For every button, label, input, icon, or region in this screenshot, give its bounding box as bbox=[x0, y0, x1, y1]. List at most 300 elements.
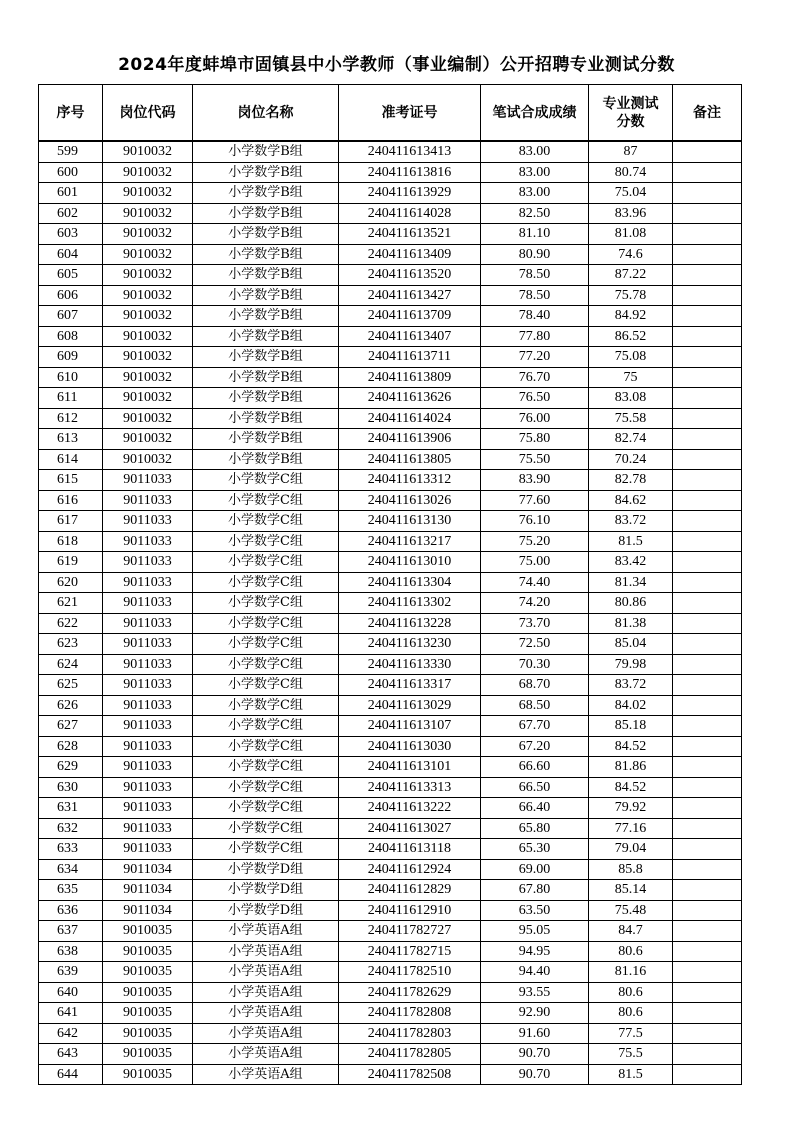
table-row bbox=[39, 572, 742, 593]
cell-written-score: 94.40 bbox=[481, 962, 589, 983]
cell-written-score: 80.90 bbox=[481, 244, 589, 265]
cell-written-score: 76.10 bbox=[481, 511, 589, 532]
cell-remarks bbox=[673, 839, 742, 860]
cell-seq: 609 bbox=[39, 347, 103, 368]
cell-position-name: 小学数学B组 bbox=[193, 141, 339, 162]
cell-ticket-no: 240411613809 bbox=[339, 367, 481, 388]
cell-seq: 640 bbox=[39, 982, 103, 1003]
cell-seq: 600 bbox=[39, 162, 103, 183]
cell-ticket-no: 240411613101 bbox=[339, 757, 481, 778]
cell-remarks bbox=[673, 285, 742, 306]
cell-ticket-no: 240411782805 bbox=[339, 1044, 481, 1065]
cell-remarks bbox=[673, 224, 742, 245]
table-row bbox=[39, 962, 742, 983]
cell-written-score: 77.80 bbox=[481, 326, 589, 347]
cell-written-score: 66.40 bbox=[481, 798, 589, 819]
cell-remarks bbox=[673, 695, 742, 716]
table-row bbox=[39, 921, 742, 942]
cell-ticket-no: 240411613030 bbox=[339, 736, 481, 757]
cell-seq: 608 bbox=[39, 326, 103, 347]
cell-position-name: 小学数学C组 bbox=[193, 695, 339, 716]
cell-seq: 604 bbox=[39, 244, 103, 265]
cell-ticket-no: 240411612910 bbox=[339, 900, 481, 921]
cell-written-score: 75.50 bbox=[481, 449, 589, 470]
cell-seq: 629 bbox=[39, 757, 103, 778]
cell-written-score: 65.80 bbox=[481, 818, 589, 839]
cell-position-name: 小学数学D组 bbox=[193, 859, 339, 880]
cell-test-score: 84.92 bbox=[589, 306, 673, 327]
cell-position-code: 9011033 bbox=[103, 634, 193, 655]
table-row bbox=[39, 880, 742, 901]
cell-remarks bbox=[673, 1023, 742, 1044]
cell-written-score: 68.50 bbox=[481, 695, 589, 716]
cell-seq: 624 bbox=[39, 654, 103, 675]
header-test-score-line1: 专业测试 bbox=[602, 95, 659, 112]
cell-position-code: 9010032 bbox=[103, 388, 193, 409]
cell-remarks bbox=[673, 982, 742, 1003]
cell-position-code: 9011033 bbox=[103, 593, 193, 614]
cell-remarks bbox=[673, 880, 742, 901]
cell-position-code: 9010035 bbox=[103, 982, 193, 1003]
cell-ticket-no: 240411613709 bbox=[339, 306, 481, 327]
cell-remarks bbox=[673, 141, 742, 162]
cell-seq: 623 bbox=[39, 634, 103, 655]
cell-position-code: 9010035 bbox=[103, 962, 193, 983]
table-row bbox=[39, 695, 742, 716]
cell-ticket-no: 240411613118 bbox=[339, 839, 481, 860]
cell-ticket-no: 240411613816 bbox=[339, 162, 481, 183]
cell-ticket-no: 240411613304 bbox=[339, 572, 481, 593]
cell-written-score: 67.20 bbox=[481, 736, 589, 757]
cell-test-score: 84.52 bbox=[589, 736, 673, 757]
table-row bbox=[39, 183, 742, 204]
cell-test-score: 83.08 bbox=[589, 388, 673, 409]
cell-position-name: 小学数学C组 bbox=[193, 593, 339, 614]
cell-seq: 602 bbox=[39, 203, 103, 224]
cell-ticket-no: 240411613427 bbox=[339, 285, 481, 306]
cell-remarks bbox=[673, 347, 742, 368]
cell-seq: 630 bbox=[39, 777, 103, 798]
cell-test-score: 75 bbox=[589, 367, 673, 388]
cell-written-score: 70.30 bbox=[481, 654, 589, 675]
table-row bbox=[39, 162, 742, 183]
cell-seq: 601 bbox=[39, 183, 103, 204]
cell-test-score: 81.86 bbox=[589, 757, 673, 778]
table-row bbox=[39, 736, 742, 757]
page-title: 2024年度蚌埠市固镇县中小学教师（事业编制）公开招聘专业测试分数 bbox=[118, 55, 675, 75]
cell-position-code: 9011034 bbox=[103, 900, 193, 921]
cell-position-code: 9011033 bbox=[103, 839, 193, 860]
header-position-code: 岗位代码 bbox=[103, 85, 193, 142]
cell-remarks bbox=[673, 593, 742, 614]
cell-test-score: 83.42 bbox=[589, 552, 673, 573]
cell-remarks bbox=[673, 962, 742, 983]
cell-seq: 637 bbox=[39, 921, 103, 942]
cell-written-score: 63.50 bbox=[481, 900, 589, 921]
cell-position-name: 小学数学B组 bbox=[193, 408, 339, 429]
cell-remarks bbox=[673, 490, 742, 511]
table-row bbox=[39, 654, 742, 675]
cell-remarks bbox=[673, 941, 742, 962]
cell-written-score: 82.50 bbox=[481, 203, 589, 224]
cell-remarks bbox=[673, 818, 742, 839]
cell-seq: 634 bbox=[39, 859, 103, 880]
cell-ticket-no: 240411613521 bbox=[339, 224, 481, 245]
cell-seq: 611 bbox=[39, 388, 103, 409]
cell-position-code: 9011033 bbox=[103, 470, 193, 491]
cell-position-name: 小学数学B组 bbox=[193, 162, 339, 183]
cell-written-score: 76.00 bbox=[481, 408, 589, 429]
table-row bbox=[39, 675, 742, 696]
cell-test-score: 74.6 bbox=[589, 244, 673, 265]
cell-seq: 617 bbox=[39, 511, 103, 532]
cell-ticket-no: 240411613805 bbox=[339, 449, 481, 470]
cell-test-score: 70.24 bbox=[589, 449, 673, 470]
cell-written-score: 66.60 bbox=[481, 757, 589, 778]
cell-remarks bbox=[673, 900, 742, 921]
table-body bbox=[39, 141, 742, 1085]
cell-position-code: 9011034 bbox=[103, 880, 193, 901]
cell-seq: 642 bbox=[39, 1023, 103, 1044]
cell-test-score: 81.08 bbox=[589, 224, 673, 245]
cell-written-score: 94.95 bbox=[481, 941, 589, 962]
cell-position-code: 9011033 bbox=[103, 531, 193, 552]
cell-ticket-no: 240411613317 bbox=[339, 675, 481, 696]
cell-seq: 606 bbox=[39, 285, 103, 306]
cell-position-code: 9011033 bbox=[103, 511, 193, 532]
cell-remarks bbox=[673, 531, 742, 552]
cell-ticket-no: 240411782727 bbox=[339, 921, 481, 942]
table-row bbox=[39, 408, 742, 429]
cell-remarks bbox=[673, 798, 742, 819]
cell-position-code: 9010032 bbox=[103, 347, 193, 368]
cell-position-name: 小学数学C组 bbox=[193, 777, 339, 798]
cell-seq: 622 bbox=[39, 613, 103, 634]
cell-position-code: 9010032 bbox=[103, 265, 193, 286]
cell-test-score: 83.96 bbox=[589, 203, 673, 224]
cell-position-name: 小学数学B组 bbox=[193, 203, 339, 224]
cell-seq: 603 bbox=[39, 224, 103, 245]
cell-remarks bbox=[673, 1003, 742, 1024]
cell-written-score: 75.00 bbox=[481, 552, 589, 573]
cell-position-name: 小学英语A组 bbox=[193, 1044, 339, 1065]
cell-seq: 627 bbox=[39, 716, 103, 737]
cell-ticket-no: 240411613029 bbox=[339, 695, 481, 716]
table-row bbox=[39, 1044, 742, 1065]
cell-test-score: 87 bbox=[589, 141, 673, 162]
cell-position-name: 小学数学C组 bbox=[193, 531, 339, 552]
cell-seq: 631 bbox=[39, 798, 103, 819]
table-row bbox=[39, 203, 742, 224]
table-row bbox=[39, 1064, 742, 1085]
cell-position-name: 小学数学D组 bbox=[193, 880, 339, 901]
cell-seq: 615 bbox=[39, 470, 103, 491]
cell-written-score: 81.10 bbox=[481, 224, 589, 245]
table-row bbox=[39, 285, 742, 306]
cell-test-score: 87.22 bbox=[589, 265, 673, 286]
table-row bbox=[39, 306, 742, 327]
cell-position-name: 小学英语A组 bbox=[193, 921, 339, 942]
cell-position-code: 9011033 bbox=[103, 654, 193, 675]
cell-ticket-no: 240411613313 bbox=[339, 777, 481, 798]
cell-written-score: 72.50 bbox=[481, 634, 589, 655]
table-row bbox=[39, 634, 742, 655]
cell-seq: 625 bbox=[39, 675, 103, 696]
table-row bbox=[39, 839, 742, 860]
cell-position-code: 9010035 bbox=[103, 1044, 193, 1065]
cell-test-score: 75.58 bbox=[589, 408, 673, 429]
cell-written-score: 74.20 bbox=[481, 593, 589, 614]
cell-written-score: 78.50 bbox=[481, 265, 589, 286]
cell-seq: 626 bbox=[39, 695, 103, 716]
cell-position-code: 9010035 bbox=[103, 1064, 193, 1085]
cell-ticket-no: 240411613413 bbox=[339, 141, 481, 162]
cell-position-code: 9010032 bbox=[103, 408, 193, 429]
cell-written-score: 83.00 bbox=[481, 162, 589, 183]
cell-position-name: 小学英语A组 bbox=[193, 962, 339, 983]
cell-seq: 638 bbox=[39, 941, 103, 962]
table-row bbox=[39, 1023, 742, 1044]
cell-position-name: 小学数学B组 bbox=[193, 326, 339, 347]
table-row bbox=[39, 449, 742, 470]
table-row bbox=[39, 982, 742, 1003]
score-table bbox=[38, 84, 742, 1085]
header-ticket-no: 准考证号 bbox=[339, 85, 481, 142]
cell-position-code: 9010032 bbox=[103, 429, 193, 450]
table-row bbox=[39, 900, 742, 921]
cell-remarks bbox=[673, 162, 742, 183]
cell-written-score: 95.05 bbox=[481, 921, 589, 942]
cell-position-name: 小学数学B组 bbox=[193, 347, 339, 368]
cell-seq: 636 bbox=[39, 900, 103, 921]
cell-position-code: 9010032 bbox=[103, 224, 193, 245]
cell-position-name: 小学数学B组 bbox=[193, 449, 339, 470]
cell-position-code: 9011033 bbox=[103, 695, 193, 716]
cell-remarks bbox=[673, 654, 742, 675]
cell-written-score: 67.80 bbox=[481, 880, 589, 901]
table-row bbox=[39, 265, 742, 286]
cell-seq: 607 bbox=[39, 306, 103, 327]
cell-seq: 641 bbox=[39, 1003, 103, 1024]
table-row bbox=[39, 347, 742, 368]
cell-position-name: 小学数学B组 bbox=[193, 429, 339, 450]
cell-written-score: 83.00 bbox=[481, 141, 589, 162]
cell-position-code: 9011033 bbox=[103, 716, 193, 737]
cell-seq: 643 bbox=[39, 1044, 103, 1065]
cell-ticket-no: 240411613027 bbox=[339, 818, 481, 839]
table-row bbox=[39, 470, 742, 491]
cell-written-score: 68.70 bbox=[481, 675, 589, 696]
cell-test-score: 81.34 bbox=[589, 572, 673, 593]
cell-position-code: 9011033 bbox=[103, 798, 193, 819]
table-row bbox=[39, 859, 742, 880]
header-test-score-line2: 分数 bbox=[616, 113, 645, 130]
cell-remarks bbox=[673, 429, 742, 450]
cell-seq: 644 bbox=[39, 1064, 103, 1085]
cell-test-score: 82.78 bbox=[589, 470, 673, 491]
cell-written-score: 77.60 bbox=[481, 490, 589, 511]
cell-test-score: 77.16 bbox=[589, 818, 673, 839]
cell-test-score: 75.08 bbox=[589, 347, 673, 368]
cell-test-score: 85.18 bbox=[589, 716, 673, 737]
cell-written-score: 77.20 bbox=[481, 347, 589, 368]
cell-seq: 628 bbox=[39, 736, 103, 757]
cell-position-name: 小学数学C组 bbox=[193, 839, 339, 860]
table-row bbox=[39, 593, 742, 614]
table-row bbox=[39, 613, 742, 634]
cell-ticket-no: 240411782808 bbox=[339, 1003, 481, 1024]
cell-written-score: 76.70 bbox=[481, 367, 589, 388]
cell-test-score: 81.16 bbox=[589, 962, 673, 983]
cell-position-code: 9010032 bbox=[103, 244, 193, 265]
cell-test-score: 81.38 bbox=[589, 613, 673, 634]
cell-position-name: 小学数学B组 bbox=[193, 183, 339, 204]
table-row bbox=[39, 818, 742, 839]
cell-seq: 612 bbox=[39, 408, 103, 429]
cell-written-score: 83.90 bbox=[481, 470, 589, 491]
cell-ticket-no: 240411613711 bbox=[339, 347, 481, 368]
cell-remarks bbox=[673, 511, 742, 532]
cell-remarks bbox=[673, 367, 742, 388]
cell-remarks bbox=[673, 552, 742, 573]
cell-test-score: 81.5 bbox=[589, 1064, 673, 1085]
cell-remarks bbox=[673, 326, 742, 347]
cell-position-name: 小学数学C组 bbox=[193, 736, 339, 757]
cell-position-code: 9010032 bbox=[103, 326, 193, 347]
cell-remarks bbox=[673, 777, 742, 798]
cell-remarks bbox=[673, 859, 742, 880]
cell-remarks bbox=[673, 634, 742, 655]
cell-ticket-no: 240411782510 bbox=[339, 962, 481, 983]
cell-test-score: 80.74 bbox=[589, 162, 673, 183]
cell-position-name: 小学数学C组 bbox=[193, 572, 339, 593]
cell-remarks bbox=[673, 921, 742, 942]
table-row bbox=[39, 490, 742, 511]
cell-position-name: 小学数学C组 bbox=[193, 716, 339, 737]
cell-position-code: 9011033 bbox=[103, 777, 193, 798]
cell-position-code: 9011033 bbox=[103, 757, 193, 778]
cell-position-code: 9010035 bbox=[103, 941, 193, 962]
cell-written-score: 91.60 bbox=[481, 1023, 589, 1044]
header-written-score: 笔试合成成绩 bbox=[481, 85, 589, 142]
cell-written-score: 76.50 bbox=[481, 388, 589, 409]
cell-position-name: 小学数学C组 bbox=[193, 511, 339, 532]
cell-position-name: 小学数学B组 bbox=[193, 285, 339, 306]
cell-position-code: 9010032 bbox=[103, 449, 193, 470]
cell-position-name: 小学数学B组 bbox=[193, 244, 339, 265]
header-test-score bbox=[589, 85, 673, 142]
cell-written-score: 75.20 bbox=[481, 531, 589, 552]
cell-position-name: 小学数学C组 bbox=[193, 552, 339, 573]
cell-remarks bbox=[673, 1044, 742, 1065]
cell-ticket-no: 240411613026 bbox=[339, 490, 481, 511]
cell-position-code: 9011033 bbox=[103, 818, 193, 839]
cell-position-name: 小学数学B组 bbox=[193, 306, 339, 327]
header-position-name: 岗位名称 bbox=[193, 85, 339, 142]
cell-test-score: 84.52 bbox=[589, 777, 673, 798]
cell-test-score: 82.74 bbox=[589, 429, 673, 450]
cell-position-code: 9010032 bbox=[103, 285, 193, 306]
cell-seq: 620 bbox=[39, 572, 103, 593]
table-row bbox=[39, 716, 742, 737]
cell-position-name: 小学数学B组 bbox=[193, 265, 339, 286]
cell-position-code: 9010032 bbox=[103, 141, 193, 162]
cell-position-code: 9011034 bbox=[103, 859, 193, 880]
cell-remarks bbox=[673, 265, 742, 286]
cell-position-name: 小学数学C组 bbox=[193, 818, 339, 839]
cell-test-score: 80.6 bbox=[589, 1003, 673, 1024]
cell-ticket-no: 240411782508 bbox=[339, 1064, 481, 1085]
table-row bbox=[39, 224, 742, 245]
cell-written-score: 67.70 bbox=[481, 716, 589, 737]
cell-ticket-no: 240411613010 bbox=[339, 552, 481, 573]
cell-ticket-no: 240411613222 bbox=[339, 798, 481, 819]
cell-test-score: 86.52 bbox=[589, 326, 673, 347]
cell-position-name: 小学数学C组 bbox=[193, 470, 339, 491]
table-row bbox=[39, 531, 742, 552]
cell-ticket-no: 240411613302 bbox=[339, 593, 481, 614]
cell-position-code: 9010035 bbox=[103, 1003, 193, 1024]
cell-written-score: 74.40 bbox=[481, 572, 589, 593]
table-row bbox=[39, 388, 742, 409]
cell-seq: 639 bbox=[39, 962, 103, 983]
cell-test-score: 75.48 bbox=[589, 900, 673, 921]
cell-test-score: 75.5 bbox=[589, 1044, 673, 1065]
cell-remarks bbox=[673, 449, 742, 470]
cell-position-name: 小学英语A组 bbox=[193, 1064, 339, 1085]
cell-test-score: 80.86 bbox=[589, 593, 673, 614]
cell-seq: 632 bbox=[39, 818, 103, 839]
cell-written-score: 65.30 bbox=[481, 839, 589, 860]
cell-test-score: 85.8 bbox=[589, 859, 673, 880]
cell-test-score: 81.5 bbox=[589, 531, 673, 552]
cell-test-score: 80.6 bbox=[589, 982, 673, 1003]
table-row bbox=[39, 552, 742, 573]
cell-position-name: 小学英语A组 bbox=[193, 1003, 339, 1024]
cell-position-code: 9010032 bbox=[103, 367, 193, 388]
cell-written-score: 69.00 bbox=[481, 859, 589, 880]
cell-remarks bbox=[673, 470, 742, 491]
cell-test-score: 79.98 bbox=[589, 654, 673, 675]
cell-seq: 613 bbox=[39, 429, 103, 450]
cell-remarks bbox=[673, 306, 742, 327]
cell-position-code: 9010035 bbox=[103, 1023, 193, 1044]
cell-test-score: 85.04 bbox=[589, 634, 673, 655]
table-row bbox=[39, 326, 742, 347]
cell-position-name: 小学数学B组 bbox=[193, 367, 339, 388]
cell-position-code: 9011033 bbox=[103, 675, 193, 696]
cell-position-name: 小学数学C组 bbox=[193, 613, 339, 634]
cell-position-code: 9011033 bbox=[103, 490, 193, 511]
cell-ticket-no: 240411782803 bbox=[339, 1023, 481, 1044]
cell-remarks bbox=[673, 388, 742, 409]
cell-position-name: 小学数学C组 bbox=[193, 757, 339, 778]
cell-written-score: 90.70 bbox=[481, 1044, 589, 1065]
cell-ticket-no: 240411613906 bbox=[339, 429, 481, 450]
cell-ticket-no: 240411612829 bbox=[339, 880, 481, 901]
cell-position-name: 小学英语A组 bbox=[193, 982, 339, 1003]
cell-position-code: 9010035 bbox=[103, 921, 193, 942]
cell-ticket-no: 240411613520 bbox=[339, 265, 481, 286]
cell-ticket-no: 240411614028 bbox=[339, 203, 481, 224]
table-row bbox=[39, 1003, 742, 1024]
cell-remarks bbox=[673, 203, 742, 224]
cell-test-score: 84.7 bbox=[589, 921, 673, 942]
cell-remarks bbox=[673, 736, 742, 757]
cell-written-score: 92.90 bbox=[481, 1003, 589, 1024]
cell-remarks bbox=[673, 613, 742, 634]
cell-position-name: 小学数学C组 bbox=[193, 654, 339, 675]
